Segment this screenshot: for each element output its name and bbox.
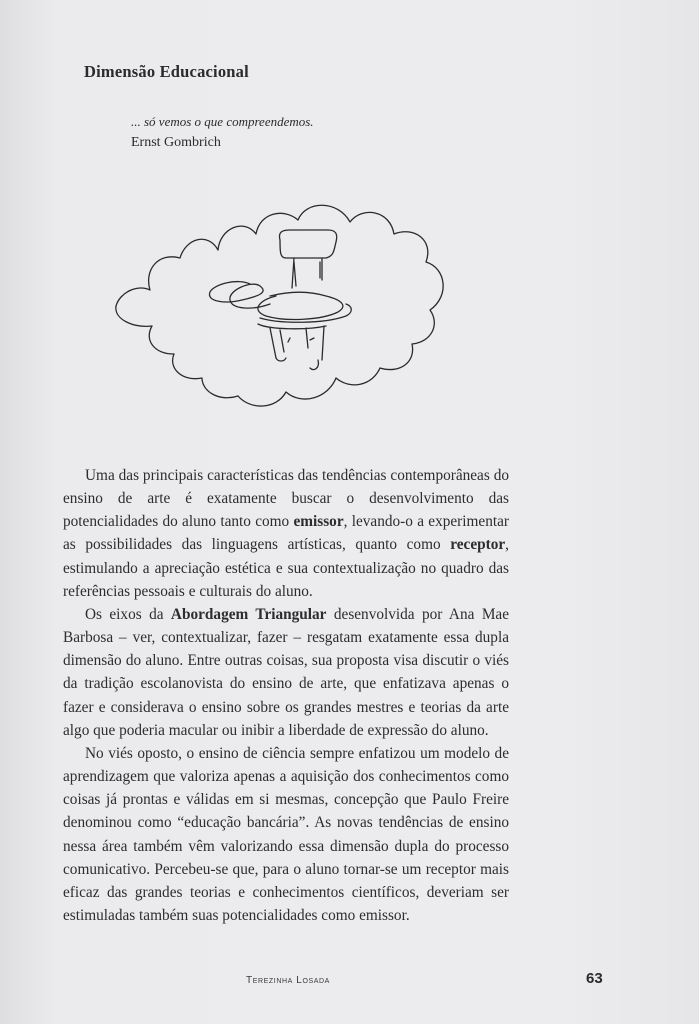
paragraph	[63, 603, 509, 742]
table-frame	[258, 324, 326, 360]
footer-author: Terezinha Losada	[246, 975, 330, 986]
text-run: , estimulando a apreciação estética e sua contextualização no quadro das referências pessoais e culturais do aluno.	[63, 536, 509, 600]
bold-term: Abordagem Triangular	[170, 605, 327, 623]
chair-back	[279, 230, 336, 258]
epigraph	[131, 112, 314, 153]
paragraph	[63, 464, 509, 603]
epigraph-quote: ... só vemos o que compreendemos.	[131, 114, 314, 129]
section-heading: Dimensão Educacional	[84, 62, 249, 81]
text-run: Os eixos da	[85, 605, 171, 623]
bold-term: emissor	[293, 513, 344, 531]
text-run: desenvolvida por Ana Mae Barbosa – ver, contextualizar, fazer – resgatam exatamente essa dupla dimensão do aluno. Entre outras coisas, sua proposta visa discutir o viés da tradição escolanovista do ensino de arte, que enfatizava apenas o fazer e considerava o ensino sobre os grandes mestres e teorias da arte algo que poderia macular ou inibir a liberdade de expressão do aluno.	[63, 605, 509, 739]
bold-term: receptor	[450, 536, 506, 554]
epigraph-author: Ernst Gombrich	[131, 135, 221, 150]
text-run: No viés oposto, o ensino de ciência sempre enfatizou um modelo de aprendizagem que valoriza apenas a aquisição dos conhecimentos como coisas já prontas e válidas em si mesmas, concepção que Paulo Freire denominou como “educação bancária”. As novas tendências de ensino nessa área também vêm valorizando essa dimensão dupla do processo comunicativo. Percebeu-se que, para o aluno tornar-se um receptor mais eficaz das grandes teorias e conhecimentos científicos, deveriam ser estimuladas também suas potencialidades como emissor.	[63, 744, 509, 924]
cloud-sketch-illustration	[110, 192, 450, 414]
text-run: , levando-o a experimentar as possibilidades das linguagens artísticas, quanto como	[63, 513, 509, 554]
seat-scribble	[209, 282, 270, 309]
paragraph	[63, 742, 509, 927]
page-number: 63	[586, 970, 603, 987]
body-text	[63, 464, 509, 927]
text-run: Uma das principais características das tendências contemporâneas do ensino de arte é exatamente buscar o desenvolvimento das potencialidades do aluno tanto como	[63, 467, 509, 531]
